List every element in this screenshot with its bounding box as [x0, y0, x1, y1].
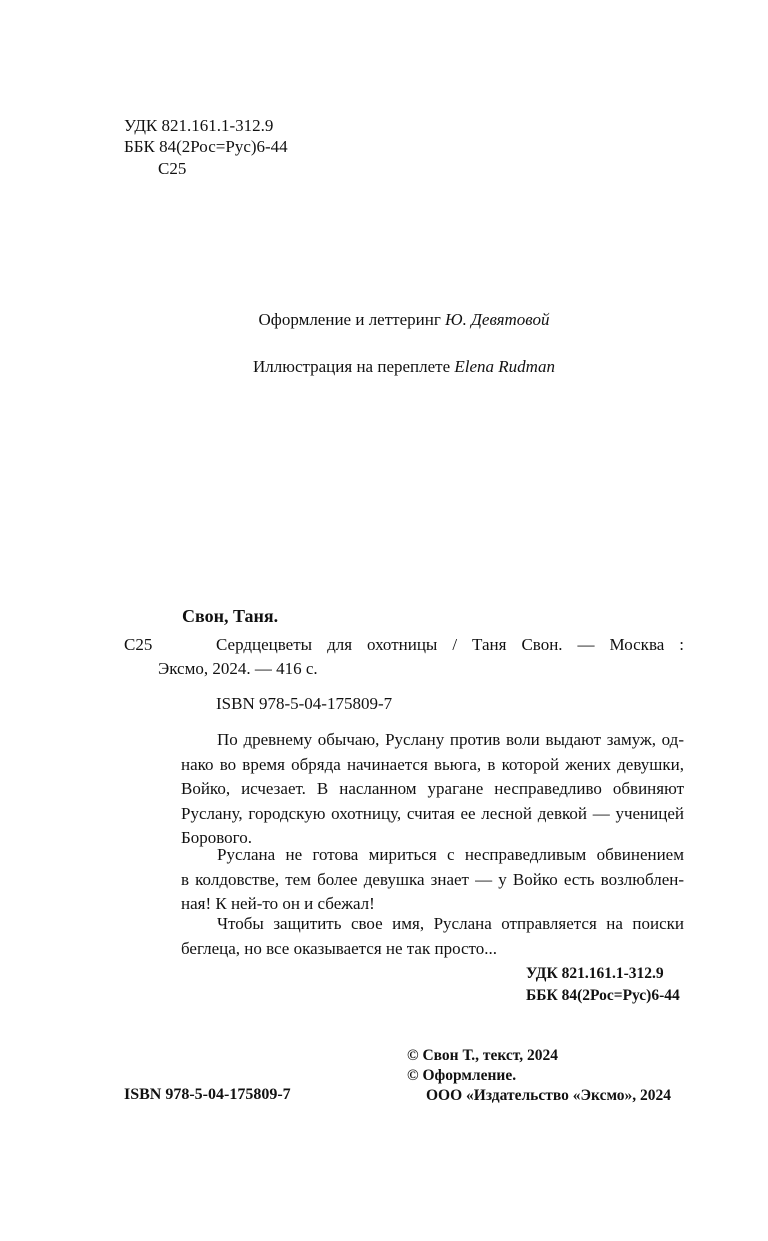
annotation-line: Руслана не готова мириться с несправедливым обвинением	[217, 845, 684, 864]
annotation-line: Чтобы защитить свое имя, Руслана отправляется на поиски	[217, 914, 684, 933]
udk-code: УДК 821.161.1-312.9	[124, 116, 274, 135]
annotation-paragraph-2	[181, 843, 684, 917]
annotation-line: нако во время обряда начинается вьюга, в которой жених девушки,	[181, 754, 684, 774]
design-credit-label: Оформление и леттеринг	[258, 310, 441, 329]
illustration-credit	[0, 356, 768, 378]
annotation-paragraph-1	[181, 728, 684, 851]
catalog-author: Свон, Таня.	[182, 606, 279, 626]
author-sign: С25	[158, 159, 187, 178]
annotation-line: По древнему обычаю, Руслану против воли выдают замуж, од-	[217, 730, 684, 749]
bottom-isbn: ISBN 978-5-04-175809-7	[124, 1086, 291, 1103]
copyright-design: © Оформление.	[407, 1067, 517, 1084]
bbk-code-right: ББК 84(2Рос=Рус)6-44	[526, 987, 680, 1004]
udk-code-right: УДК 821.161.1-312.9	[526, 965, 664, 982]
design-credit-name: Ю. Девятовой	[445, 310, 550, 329]
annotation-line: Руслану, городскую охотницу, считая ее лесной девкой — ученицей	[181, 803, 684, 823]
catalog-isbn: ISBN 978-5-04-175809-7	[216, 694, 393, 713]
annotation-line: Войко, исчезает. В насланном урагане несправедливо обвиняют	[181, 779, 684, 798]
design-credit	[0, 309, 768, 331]
bbk-code: ББК 84(2Рос=Рус)6-44	[124, 137, 288, 156]
annotation-paragraph-3	[181, 912, 684, 961]
annotation-line: в колдовстве, тем более девушка знает — у Войко есть возлюблен-	[181, 869, 684, 889]
catalog-sign: С25	[124, 635, 153, 654]
annotation-line: Борового.	[181, 828, 252, 847]
illustration-credit-name: Elena Rudman	[454, 357, 555, 376]
annotation-line: беглеца, но все оказывается не так просто...	[181, 938, 498, 958]
publisher-copyright: ООО «Издательство «Эксмо», 2024	[426, 1087, 672, 1104]
annotation-line: ная! К ней-то он и сбежал!	[181, 894, 375, 913]
copyright-text: © Свон Т., текст, 2024	[407, 1047, 558, 1064]
illustration-credit-label: Иллюстрация на переплете	[253, 357, 451, 376]
catalog-title-line1: Сердцецветы для охотницы / Таня Свон. — Москва :	[216, 635, 684, 654]
catalog-title-line2: Эксмо, 2024. — 416 с.	[158, 659, 318, 678]
